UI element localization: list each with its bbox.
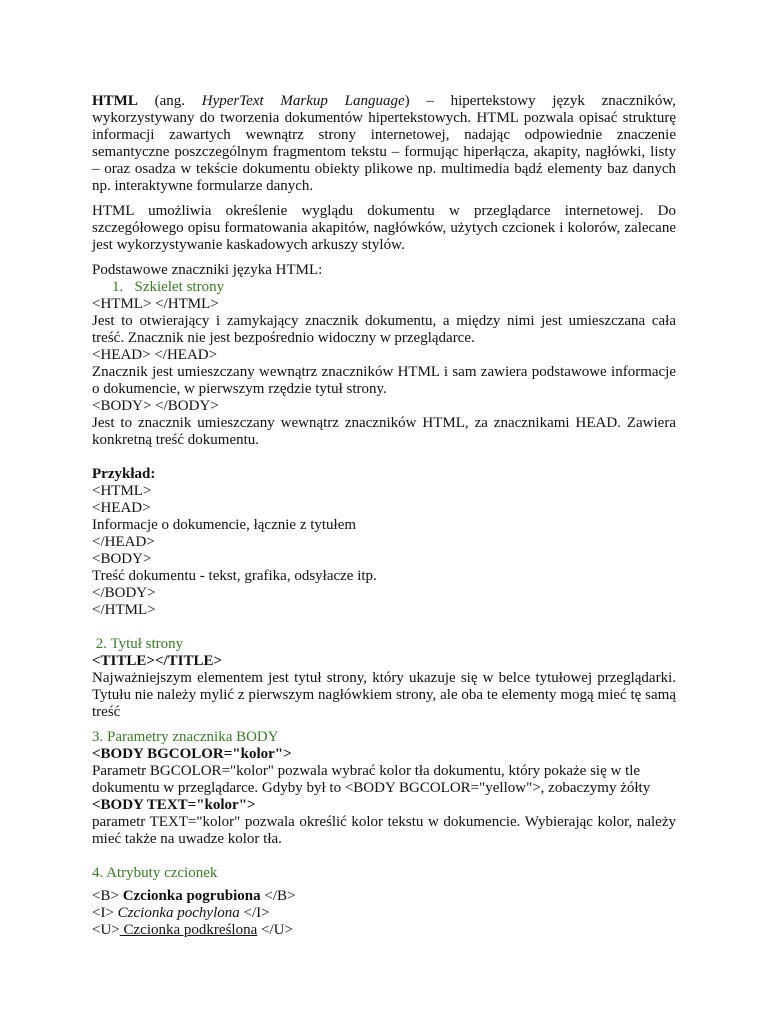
document-page — [92, 93, 676, 939]
text-tag-line: <BODY TEXT="kolor"> — [92, 797, 256, 813]
italic-close-tag: </I> — [239, 905, 270, 921]
example-line: </BODY> — [92, 585, 156, 601]
head-tag-desc: Znacznik jest umieszczany wewnątrz znaczników HTML i sam zawiera podstawowe informacje o dokumencie, w pierwszym rzędzie tytuł strony. — [92, 364, 676, 397]
intro-paragraph — [92, 93, 676, 195]
bold-open-tag: <B> — [92, 888, 123, 904]
title-tag-line: <TITLE></TITLE> — [92, 653, 223, 669]
bold-close-tag: </B> — [260, 888, 296, 904]
intro-term: HTML — [92, 93, 138, 109]
font-italic-line — [92, 905, 676, 922]
font-bold-line — [92, 888, 676, 905]
underline-open-tag: <U> — [92, 922, 120, 938]
title-desc: Najważniejszym elementem jest tytuł strony, który ukazuje się w belce tytułowej przeglądarki. Tytułu nie należy mylić z pierwszym nagłówkiem strony, ale oba te elementy mogą mieć tę samą treść — [92, 670, 676, 720]
intro-ang-close: ) – hipertekstowy język znaczników, wykorzystywany do tworzenia dokumentów hipertekstowych. HTML pozwala opisać strukturę informacji zawartych wewnątrz strony internetowej, nadając odpowiednie znaczenie semantyczne poszczególnym fragmentom tekstu – formując hiperłącza, akapity, nagłówki, listy – oraz osadza w tekście dokumentu obiekty plikowe np. multimedia bądź elementy baz danych np. interaktywne formularze danych. — [92, 93, 676, 194]
bgcolor-tag-line: <BODY BGCOLOR="kolor"> — [92, 746, 292, 762]
example-line: </HTML> — [92, 602, 156, 618]
italic-sample: Czcionka pochylona — [117, 905, 240, 921]
example-line: Treść dokumentu - tekst, grafika, odsyłacze itp. — [92, 568, 377, 584]
text-desc: parametr TEXT="kolor" pozwala określić kolor tekstu w dokumencie. Wybierając kolor, należy mieć także na uwadze kolor tła. — [92, 814, 676, 847]
font-underline-line — [92, 922, 676, 939]
section2-heading: 2. Tytuł strony — [92, 636, 184, 652]
intro-ang-open: (ang. — [137, 93, 202, 109]
html-tag-desc: Jest to otwierający i zamykający znacznik dokumentu, a między nimi jest umieszczana cała treść. Znacznik nie jest bezpośrednio widoczny w przeglądarce. — [92, 313, 676, 346]
head-tag-line: <HEAD> </HEAD> — [92, 347, 218, 363]
para2: HTML umożliwia określenie wyglądu dokumentu w przeglądarce internetowej. Do szczegółowego opisu formatowania akapitów, nagłówków, użytych czcionek i kolorów, zalecane jest wykorzystywanie kaskadowych arkuszy stylów. — [92, 203, 676, 253]
example-line: <HEAD> — [92, 500, 151, 516]
underline-sample: Czcionka podkreślona — [119, 922, 258, 938]
italic-open-tag: <I> — [92, 905, 118, 921]
section1-heading: 1. Szkielet strony — [112, 279, 225, 295]
example-label: Przykład: — [92, 466, 156, 482]
bgcolor-desc-line1: Parametr BGCOLOR="kolor" pozwala wybrać kolor tła dokumentu, który pokaże się w tle — [92, 763, 641, 779]
underline-close-tag: </U> — [257, 922, 293, 938]
bold-sample: Czcionka pogrubiona — [122, 888, 261, 904]
section3-heading: 3. Parametry znacznika BODY — [92, 729, 279, 745]
example-line: Informacje o dokumencie, łącznie z tytułem — [92, 517, 357, 533]
example-line: <BODY> — [92, 551, 152, 567]
example-code — [92, 483, 676, 619]
example-line: </HEAD> — [92, 534, 155, 550]
body-tag-desc: Jest to znacznik umieszczany wewnątrz znaczników HTML, za znacznikami HEAD. Zawiera konkretną treść dokumentu. — [92, 415, 676, 448]
basics-intro: Podstawowe znaczniki języka HTML: — [92, 262, 323, 278]
example-line: <HTML> — [92, 483, 152, 499]
intro-ang-italic: HyperText Markup Language — [201, 93, 405, 109]
bgcolor-desc-line2: dokumentu w przeglądarce. Gdyby był to <BODY BGCOLOR="yellow">, zobaczymy żółty — [92, 780, 651, 796]
body-tag-line: <BODY> </BODY> — [92, 398, 219, 414]
section4-heading: 4. Atrybuty czcionek — [92, 865, 218, 881]
html-tag-line: <HTML> </HTML> — [92, 296, 219, 312]
